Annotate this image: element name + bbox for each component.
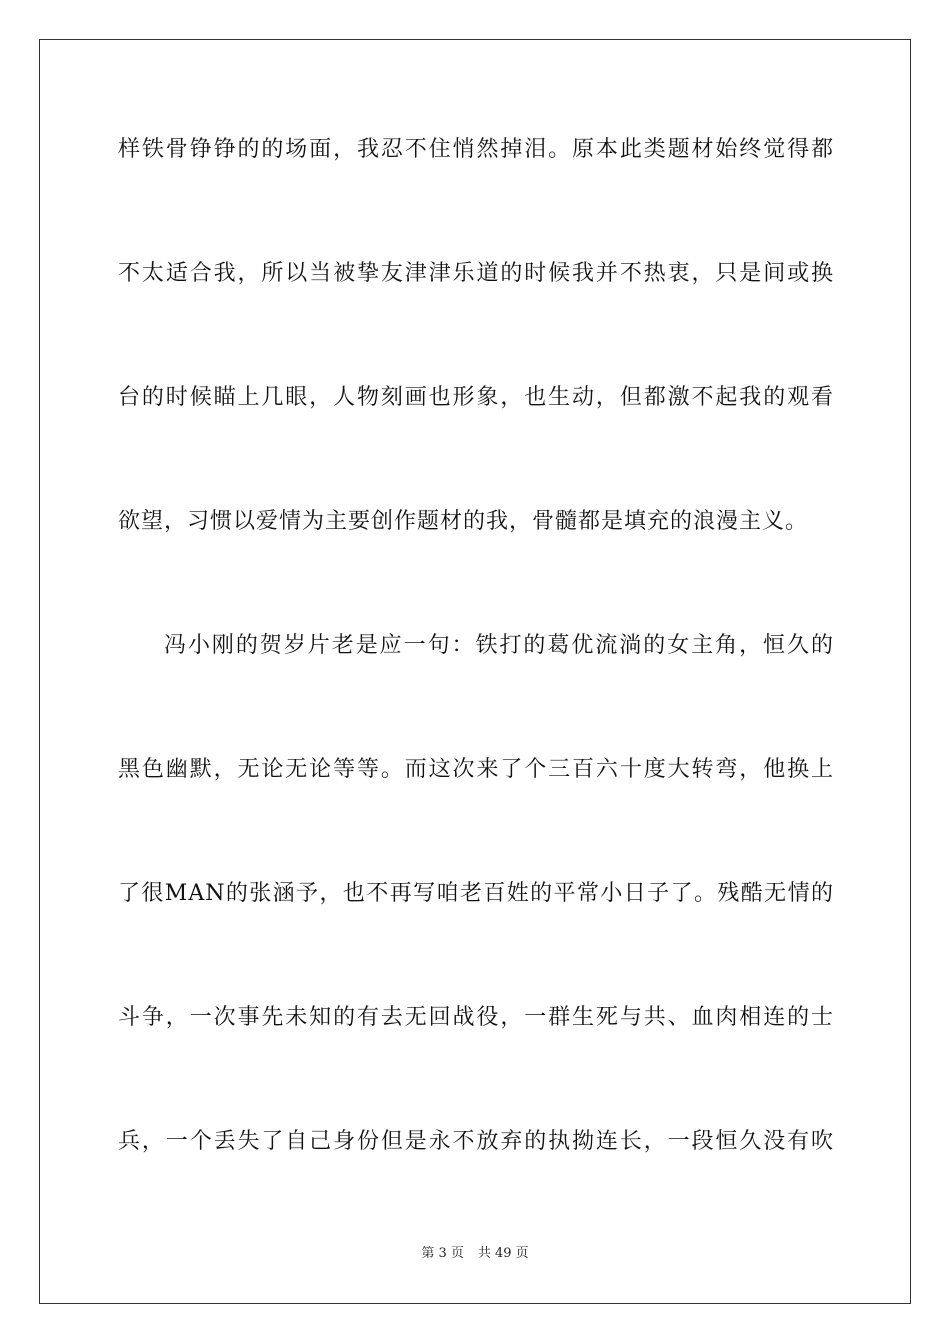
page-number: 第 3 页: [421, 1246, 464, 1261]
body-text-line: 台的时候瞄上几眼，人物刻画也形象，也生动，但都激不起我的观看: [118, 385, 834, 410]
total-pages: 共 49 页: [477, 1246, 529, 1261]
body-text-line: 兵，一个丢失了自己身份但是永不放弃的执拗连长，一段恒久没有吹: [118, 1129, 834, 1154]
body-text-line: 欲望，习惯以爱情为主要创作题材的我，骨髓都是填充的浪漫主义。: [118, 509, 809, 534]
body-text-line: 斗争，一次事先未知的有去无回战役，一群生死与共、血肉相连的士: [118, 1005, 834, 1030]
body-text-line: 不太适合我，所以当被挚友津津乐道的时候我并不热衷，只是间或换: [118, 261, 834, 286]
page-border: [39, 39, 911, 1304]
body-text-line: 样铁骨铮铮的的场面，我忍不住悄然掉泪。原本此类题材始终觉得都: [118, 137, 834, 162]
body-text-line: 了很MAN的张涵予，也不再写咱老百姓的平常小日子了。残酷无情的: [118, 881, 834, 906]
page-footer: [0, 1245, 950, 1263]
body-text-line: 黑色幽默，无论无论等等。而这次来了个三百六十度大转弯，他换上: [118, 757, 834, 782]
paragraph-first-line: 冯小刚的贺岁片老是应一句：铁打的葛优流淌的女主角，恒久的: [164, 633, 834, 658]
